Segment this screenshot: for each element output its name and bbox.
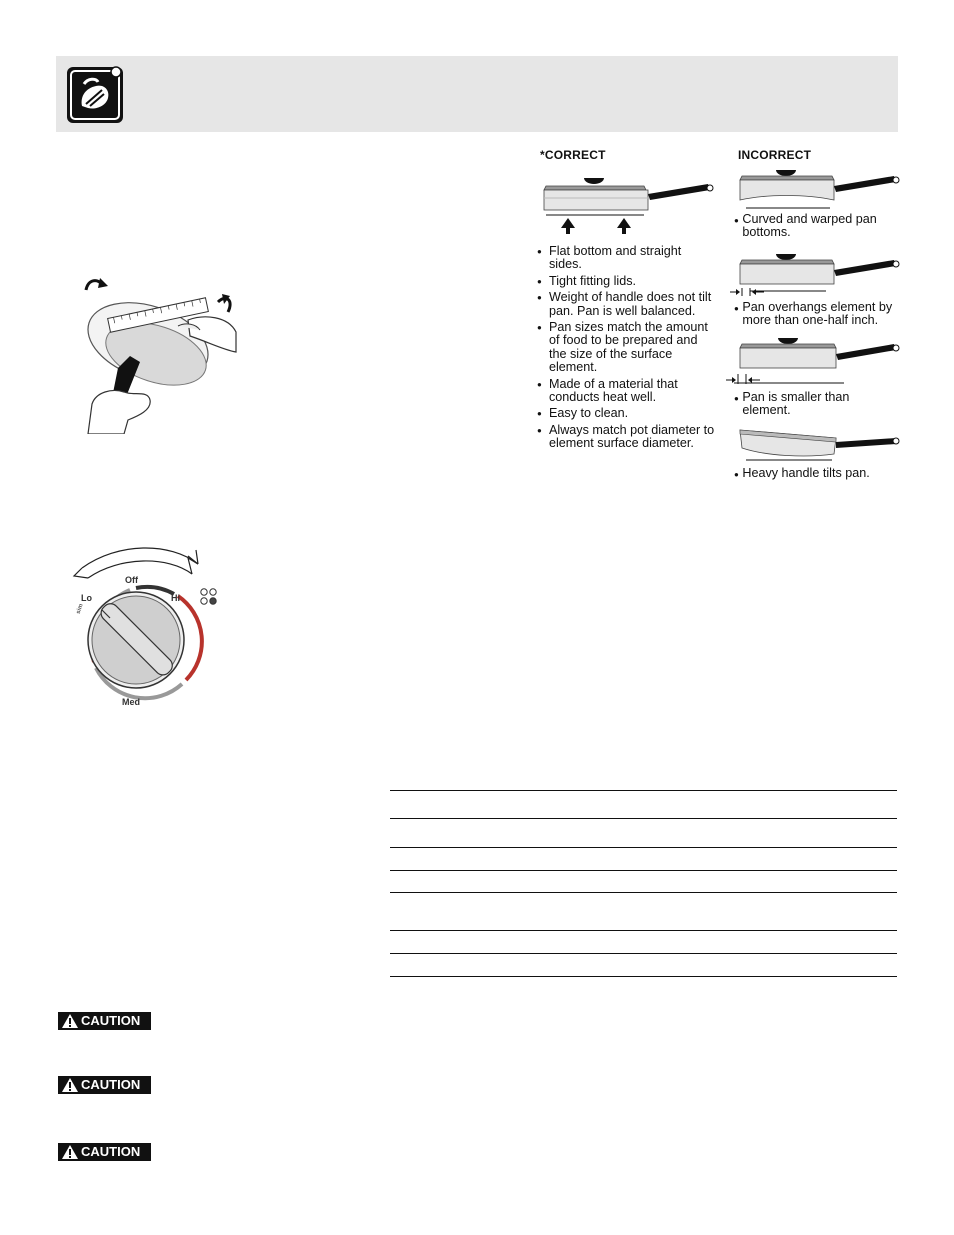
control-knob-illustration	[68, 540, 228, 710]
element-indicator-icon	[200, 588, 218, 606]
incorrect-heading: INCORRECT	[738, 148, 812, 162]
correct-pan-illustration	[540, 168, 716, 234]
knob-med-label: Med	[122, 697, 140, 707]
correct-bullet: ● Always match pot diameter to element surface diameter.	[537, 424, 715, 451]
caution-label: CAUTION	[58, 1076, 151, 1094]
knob-lo-label: Lo	[81, 593, 92, 603]
pan-measuring-illustration	[78, 272, 238, 434]
warning-icon	[61, 1077, 79, 1093]
header-band	[56, 56, 898, 132]
caution-label: CAUTION	[58, 1012, 151, 1030]
correct-bullet: ● Pan sizes match the amount of food to be prepared and the size of the surface element.	[537, 321, 715, 375]
incorrect-item: ● Pan is smaller than element.	[734, 390, 850, 418]
correct-bullet: ● Easy to clean.	[537, 407, 715, 420]
correct-heading: *CORRECT	[540, 148, 606, 162]
caution-label: CAUTION	[58, 1143, 151, 1161]
knob-sim-label: sim	[75, 603, 85, 615]
correct-bullet: ● Tight fitting lids.	[537, 275, 715, 288]
small-pan-illustration	[724, 334, 900, 388]
incorrect-item: ● Heavy handle tilts pan.	[734, 466, 870, 480]
table-rule	[390, 930, 897, 931]
correct-bullet: ● Made of a material that conducts heat well.	[537, 378, 715, 405]
warning-icon	[61, 1144, 79, 1160]
table-rule	[390, 892, 897, 893]
correct-bullet: ● Flat bottom and straight sides.	[537, 245, 715, 272]
knob-hi-label: Hi	[171, 593, 180, 603]
table-rule	[390, 953, 897, 954]
correct-bullet-list	[537, 245, 715, 454]
table-rule	[390, 818, 897, 819]
correct-bullet: ● Weight of handle does not tilt pan. Pan is well balanced.	[537, 291, 715, 318]
tilted-pan-illustration	[736, 424, 900, 462]
table-rule	[390, 847, 897, 848]
table-rule	[390, 870, 897, 871]
table-rule	[390, 790, 897, 791]
cooking-chef-icon	[66, 66, 124, 124]
warped-pan-illustration	[736, 164, 900, 212]
overhang-pan-illustration	[726, 250, 900, 300]
table-rule	[390, 976, 897, 977]
knob-off-label: Off	[125, 575, 138, 585]
warning-icon	[61, 1013, 79, 1029]
incorrect-item: ● Pan overhangs element by more than one-half inch.	[734, 300, 893, 328]
incorrect-item: ● Curved and warped pan bottoms.	[734, 212, 877, 240]
